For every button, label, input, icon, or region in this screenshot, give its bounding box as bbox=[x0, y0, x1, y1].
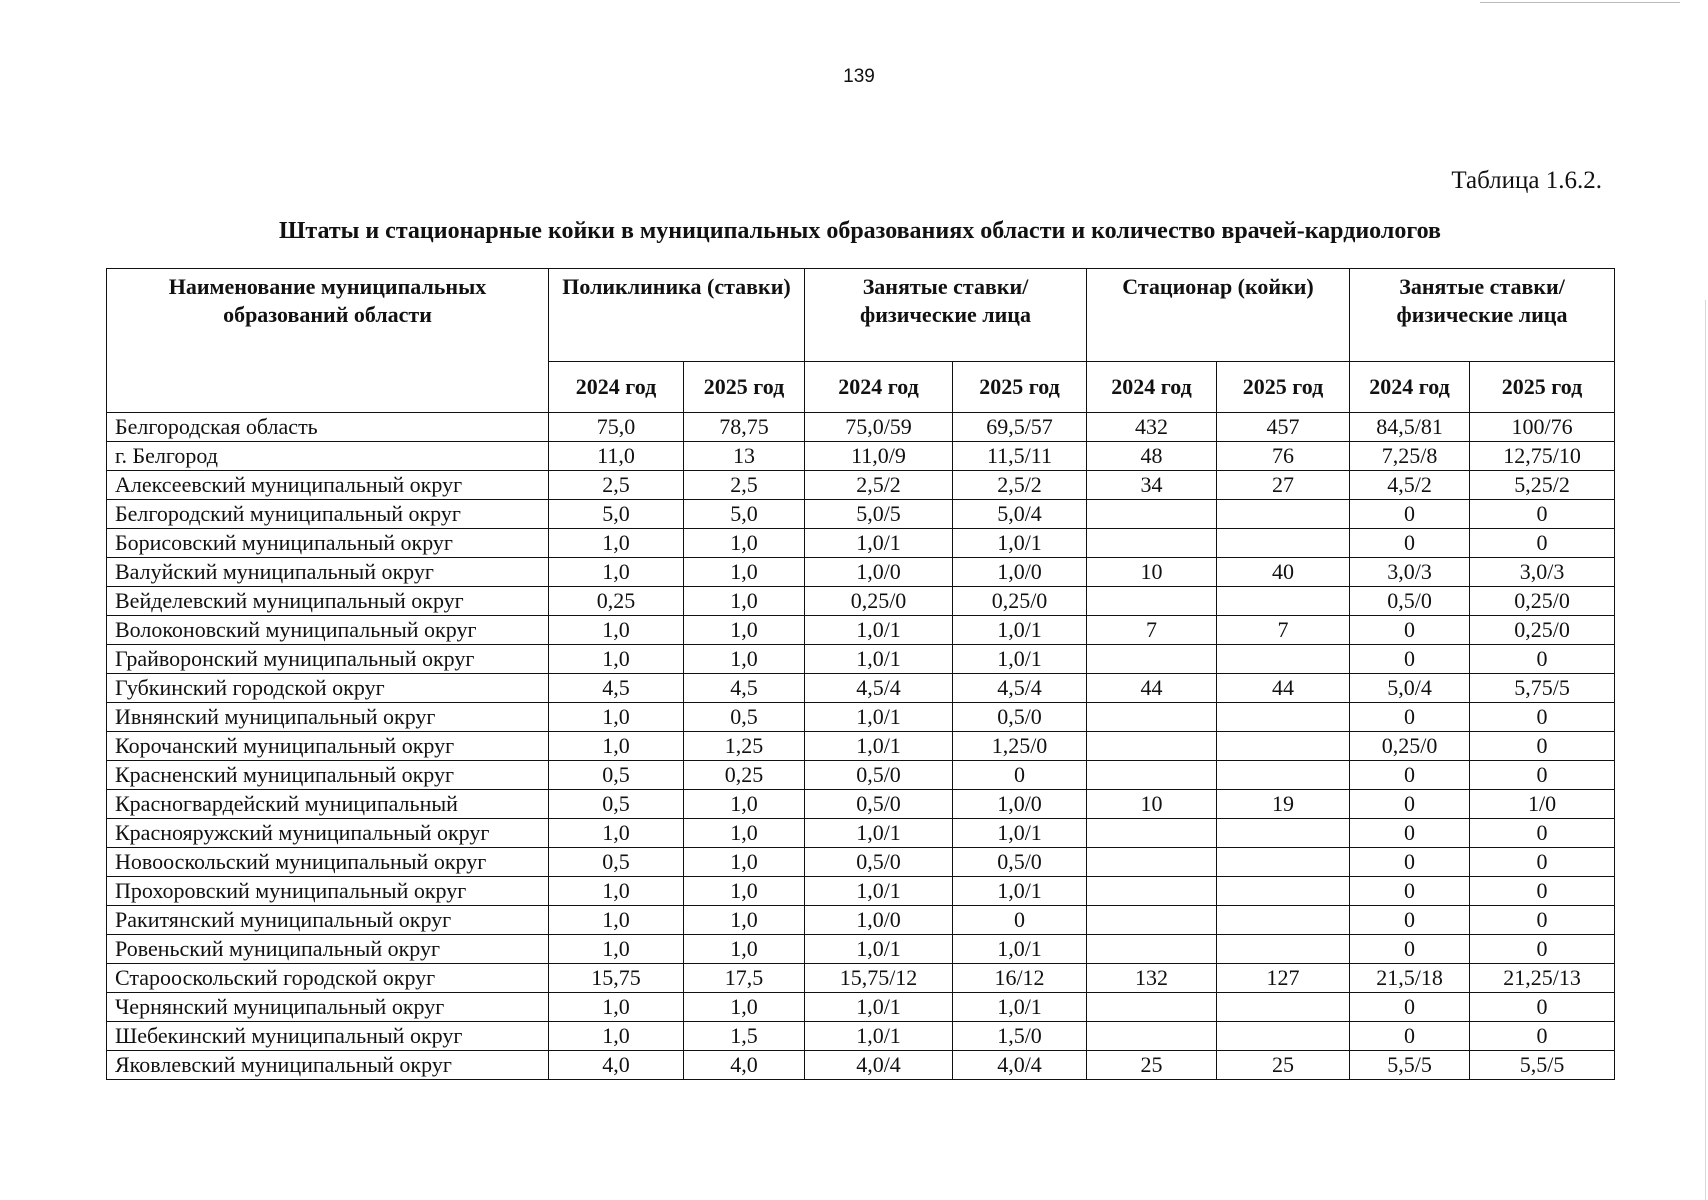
table-cell: 1,0/1 bbox=[805, 616, 953, 645]
table-cell: 0,25 bbox=[549, 587, 684, 616]
table-cell: 4,0/4 bbox=[805, 1051, 953, 1080]
municipality-name: Алексеевский муниципальный округ bbox=[107, 471, 549, 500]
table-cell: 1,0/1 bbox=[805, 645, 953, 674]
table-cell: 1,0 bbox=[684, 906, 805, 935]
table-cell: 15,75 bbox=[549, 964, 684, 993]
municipality-name: Вейделевский муниципальный округ bbox=[107, 587, 549, 616]
table-cell: 0,5/0 bbox=[953, 848, 1087, 877]
municipality-name: Ивнянский муниципальный округ bbox=[107, 703, 549, 732]
table-cell: 1,0 bbox=[684, 645, 805, 674]
header-year: 2025 год bbox=[953, 362, 1087, 413]
table-cell: 11,0 bbox=[549, 442, 684, 471]
table-cell bbox=[1217, 1022, 1350, 1051]
table-cell: 75,0/59 bbox=[805, 413, 953, 442]
municipality-name: Белгородский муниципальный округ bbox=[107, 500, 549, 529]
table-cell bbox=[1217, 761, 1350, 790]
table-row bbox=[107, 732, 1615, 761]
table-cell: 1,0 bbox=[684, 848, 805, 877]
table-cell: 1,0/1 bbox=[953, 935, 1087, 964]
table-cell: 27 bbox=[1217, 471, 1350, 500]
table-cell: 69,5/57 bbox=[953, 413, 1087, 442]
table-row bbox=[107, 703, 1615, 732]
table-cell bbox=[1217, 848, 1350, 877]
municipality-name: Корочанский муниципальный округ bbox=[107, 732, 549, 761]
table-cell bbox=[1217, 732, 1350, 761]
table-cell: 127 bbox=[1217, 964, 1350, 993]
table-cell: 0 bbox=[1350, 500, 1470, 529]
table-cell: 0,25/0 bbox=[1470, 616, 1615, 645]
table-row bbox=[107, 1051, 1615, 1080]
table-row bbox=[107, 877, 1615, 906]
table-cell: 5,0/5 bbox=[805, 500, 953, 529]
table-cell: 0 bbox=[1350, 993, 1470, 1022]
table-cell: 0 bbox=[1350, 848, 1470, 877]
table-cell: 1,0/1 bbox=[805, 993, 953, 1022]
table-cell bbox=[1087, 732, 1217, 761]
table-cell: 1,0 bbox=[684, 993, 805, 1022]
table-row bbox=[107, 848, 1615, 877]
municipality-name: Грайворонский муниципальный округ bbox=[107, 645, 549, 674]
municipality-name: Ровеньский муниципальный округ bbox=[107, 935, 549, 964]
table-cell bbox=[1087, 877, 1217, 906]
table-row bbox=[107, 500, 1615, 529]
table-cell: 0,5 bbox=[549, 761, 684, 790]
table-cell: 0,5/0 bbox=[805, 761, 953, 790]
table-cell: 0 bbox=[1470, 935, 1615, 964]
table-cell: 5,25/2 bbox=[1470, 471, 1615, 500]
header-year: 2024 год bbox=[1087, 362, 1217, 413]
table-cell: 0 bbox=[1470, 819, 1615, 848]
table-cell: 21,25/13 bbox=[1470, 964, 1615, 993]
table-cell bbox=[1087, 500, 1217, 529]
table-cell: 0 bbox=[1470, 761, 1615, 790]
table-cell: 10 bbox=[1087, 790, 1217, 819]
table-cell: 0 bbox=[1350, 616, 1470, 645]
table-cell bbox=[1217, 935, 1350, 964]
table-cell: 25 bbox=[1217, 1051, 1350, 1080]
table-cell: 432 bbox=[1087, 413, 1217, 442]
table-cell: 1,0/1 bbox=[953, 529, 1087, 558]
table-cell: 1,0 bbox=[684, 529, 805, 558]
table-cell: 1,0/1 bbox=[805, 819, 953, 848]
table-cell bbox=[1087, 935, 1217, 964]
table-cell: 1,0 bbox=[549, 877, 684, 906]
table-cell: 1,0 bbox=[549, 645, 684, 674]
table-cell: 0 bbox=[1470, 529, 1615, 558]
table-cell: 1,5 bbox=[684, 1022, 805, 1051]
table-cell: 457 bbox=[1217, 413, 1350, 442]
table-cell: 75,0 bbox=[549, 413, 684, 442]
table-cell: 5,0/4 bbox=[1350, 674, 1470, 703]
table-cell bbox=[1217, 877, 1350, 906]
header-name-column: Наименование муниципальных образований области bbox=[107, 269, 549, 413]
table-row bbox=[107, 645, 1615, 674]
table-cell: 1,0/0 bbox=[805, 906, 953, 935]
table-cell: 4,0 bbox=[549, 1051, 684, 1080]
table-cell: 1,0 bbox=[549, 993, 684, 1022]
header-year: 2025 год bbox=[1470, 362, 1615, 413]
table-cell: 0,5 bbox=[684, 703, 805, 732]
table-cell: 1,0 bbox=[684, 819, 805, 848]
table-cell: 16/12 bbox=[953, 964, 1087, 993]
table-cell: 1,0/0 bbox=[953, 790, 1087, 819]
header-year: 2025 год bbox=[684, 362, 805, 413]
table-cell: 1,0 bbox=[549, 935, 684, 964]
table-cell: 1,0/1 bbox=[805, 935, 953, 964]
header-year: 2024 год bbox=[549, 362, 684, 413]
header-group-occupied-hospital: Занятые ставки/ физические лица bbox=[1350, 269, 1615, 362]
header-group-polyclinic: Поликлиника (ставки) bbox=[549, 269, 805, 362]
table-cell: 44 bbox=[1217, 674, 1350, 703]
table-row bbox=[107, 935, 1615, 964]
municipality-name: Красненский муниципальный округ bbox=[107, 761, 549, 790]
table-row bbox=[107, 993, 1615, 1022]
table-row bbox=[107, 587, 1615, 616]
table-cell: 1,0 bbox=[684, 587, 805, 616]
table-cell: 4,5/2 bbox=[1350, 471, 1470, 500]
table-cell: 15,75/12 bbox=[805, 964, 953, 993]
table-cell: 5,5/5 bbox=[1350, 1051, 1470, 1080]
cardiology-staff-table bbox=[106, 268, 1615, 1080]
table-cell bbox=[1217, 645, 1350, 674]
table-cell bbox=[1217, 993, 1350, 1022]
table-cell: 1,0/1 bbox=[953, 993, 1087, 1022]
table-cell: 5,0/4 bbox=[953, 500, 1087, 529]
table-row bbox=[107, 413, 1615, 442]
header-year: 2024 год bbox=[805, 362, 953, 413]
table-cell: 0,25/0 bbox=[805, 587, 953, 616]
table-cell: 0 bbox=[1350, 645, 1470, 674]
table-cell: 0 bbox=[1470, 877, 1615, 906]
header-group-row bbox=[107, 269, 1615, 362]
table-cell: 40 bbox=[1217, 558, 1350, 587]
table-cell: 76 bbox=[1217, 442, 1350, 471]
municipality-name: Красногвардейский муниципальный bbox=[107, 790, 549, 819]
table-cell: 0 bbox=[1350, 877, 1470, 906]
table-cell: 0,5/0 bbox=[1350, 587, 1470, 616]
table-cell: 100/76 bbox=[1470, 413, 1615, 442]
header-group-hospital-beds: Стационар (койки) bbox=[1087, 269, 1350, 362]
table-cell: 0,25/0 bbox=[1470, 587, 1615, 616]
table-cell: 5,5/5 bbox=[1470, 1051, 1615, 1080]
table-cell: 0 bbox=[1470, 645, 1615, 674]
table-cell: 1,0/1 bbox=[953, 645, 1087, 674]
table-cell: 11,5/11 bbox=[953, 442, 1087, 471]
header-group-occupied-polyclinic: Занятые ставки/ физические лица bbox=[805, 269, 1087, 362]
table-cell bbox=[1087, 529, 1217, 558]
table-cell bbox=[1087, 761, 1217, 790]
table-cell bbox=[1087, 819, 1217, 848]
table-cell: 1,0 bbox=[549, 703, 684, 732]
table-cell: 0 bbox=[1470, 906, 1615, 935]
municipality-name: Краснояружский муниципальный округ bbox=[107, 819, 549, 848]
table-cell bbox=[1217, 819, 1350, 848]
table-cell: 1,0/1 bbox=[953, 616, 1087, 645]
table-row bbox=[107, 790, 1615, 819]
scan-top-rule bbox=[1480, 2, 1680, 3]
table-cell: 1,0/0 bbox=[953, 558, 1087, 587]
table-cell: 0,5/0 bbox=[805, 790, 953, 819]
table-row bbox=[107, 616, 1615, 645]
municipality-name: Валуйский муниципальный округ bbox=[107, 558, 549, 587]
table-row bbox=[107, 471, 1615, 500]
table-cell bbox=[1087, 906, 1217, 935]
table-cell: 12,75/10 bbox=[1470, 442, 1615, 471]
table-cell: 4,0 bbox=[684, 1051, 805, 1080]
table-label: Таблица 1.6.2. bbox=[1451, 167, 1602, 194]
table-cell bbox=[1087, 645, 1217, 674]
table-cell: 1,0/1 bbox=[805, 529, 953, 558]
municipality-name: Новооскольский муниципальный округ bbox=[107, 848, 549, 877]
table-cell: 4,0/4 bbox=[953, 1051, 1087, 1080]
table-row bbox=[107, 558, 1615, 587]
table-cell: 2,5 bbox=[549, 471, 684, 500]
table-cell: 1,25/0 bbox=[953, 732, 1087, 761]
table-cell: 10 bbox=[1087, 558, 1217, 587]
table-cell bbox=[1217, 587, 1350, 616]
table-row bbox=[107, 906, 1615, 935]
table-cell: 1,0 bbox=[684, 790, 805, 819]
table-cell: 1,0/1 bbox=[953, 819, 1087, 848]
table-cell: 0 bbox=[953, 761, 1087, 790]
table-cell bbox=[1217, 703, 1350, 732]
municipality-name: Шебекинский муниципальный округ bbox=[107, 1022, 549, 1051]
table-cell: 2,5/2 bbox=[953, 471, 1087, 500]
table-cell: 0,5/0 bbox=[953, 703, 1087, 732]
municipality-name: Старооскольский городской округ bbox=[107, 964, 549, 993]
table-cell: 34 bbox=[1087, 471, 1217, 500]
table-row bbox=[107, 674, 1615, 703]
table-cell: 132 bbox=[1087, 964, 1217, 993]
page-number: 139 bbox=[843, 66, 875, 87]
municipality-name: Прохоровский муниципальный округ bbox=[107, 877, 549, 906]
header-year: 2025 год bbox=[1217, 362, 1350, 413]
table-cell: 7,25/8 bbox=[1350, 442, 1470, 471]
table-row bbox=[107, 442, 1615, 471]
table-cell: 0 bbox=[1350, 819, 1470, 848]
table-cell: 1,0 bbox=[549, 732, 684, 761]
table-cell: 1,0/1 bbox=[805, 877, 953, 906]
table-cell: 48 bbox=[1087, 442, 1217, 471]
table-cell: 0,25/0 bbox=[953, 587, 1087, 616]
table-cell: 1,0 bbox=[684, 877, 805, 906]
table-cell: 1,0/1 bbox=[805, 703, 953, 732]
table-cell: 1,0 bbox=[684, 935, 805, 964]
table-cell: 5,0 bbox=[549, 500, 684, 529]
table-cell: 0 bbox=[1470, 732, 1615, 761]
table-cell: 0 bbox=[1350, 906, 1470, 935]
table-cell: 1,0 bbox=[684, 558, 805, 587]
municipality-name: Чернянский муниципальный округ bbox=[107, 993, 549, 1022]
table-cell: 0 bbox=[1350, 703, 1470, 732]
table-cell: 78,75 bbox=[684, 413, 805, 442]
table-cell: 4,5 bbox=[549, 674, 684, 703]
table-cell: 1,0/1 bbox=[805, 732, 953, 761]
table-cell: 0,25 bbox=[684, 761, 805, 790]
table-cell: 5,0 bbox=[684, 500, 805, 529]
table-cell: 1,25 bbox=[684, 732, 805, 761]
table-cell: 0,5/0 bbox=[805, 848, 953, 877]
table-cell: 21,5/18 bbox=[1350, 964, 1470, 993]
table-cell: 19 bbox=[1217, 790, 1350, 819]
table-row bbox=[107, 1022, 1615, 1051]
table-row bbox=[107, 529, 1615, 558]
table-cell: 0,25/0 bbox=[1350, 732, 1470, 761]
table-cell: 3,0/3 bbox=[1350, 558, 1470, 587]
table-cell bbox=[1087, 848, 1217, 877]
table-cell: 0 bbox=[1350, 529, 1470, 558]
table-cell: 1,0/0 bbox=[805, 558, 953, 587]
table-cell bbox=[1087, 1022, 1217, 1051]
table-cell: 13 bbox=[684, 442, 805, 471]
table-cell bbox=[1217, 906, 1350, 935]
table-cell: 11,0/9 bbox=[805, 442, 953, 471]
municipality-name: Ракитянский муниципальный округ bbox=[107, 906, 549, 935]
table-cell: 4,5/4 bbox=[953, 674, 1087, 703]
table-row bbox=[107, 761, 1615, 790]
table-cell: 0 bbox=[1470, 500, 1615, 529]
header-year: 2024 год bbox=[1350, 362, 1470, 413]
table-cell: 4,5 bbox=[684, 674, 805, 703]
table-cell bbox=[1087, 703, 1217, 732]
table-cell: 0 bbox=[1350, 935, 1470, 964]
table-cell: 17,5 bbox=[684, 964, 805, 993]
table-row bbox=[107, 964, 1615, 993]
table-cell: 1,0/1 bbox=[805, 1022, 953, 1051]
table-body bbox=[107, 413, 1615, 1080]
table-row bbox=[107, 819, 1615, 848]
table-cell: 0,5 bbox=[549, 848, 684, 877]
municipality-name: Борисовский муниципальный округ bbox=[107, 529, 549, 558]
table-cell: 44 bbox=[1087, 674, 1217, 703]
table-cell: 5,75/5 bbox=[1470, 674, 1615, 703]
table-cell: 1,0 bbox=[549, 906, 684, 935]
table-cell: 1,0/1 bbox=[953, 877, 1087, 906]
table-cell: 2,5 bbox=[684, 471, 805, 500]
municipality-name: Яковлевский муниципальный округ bbox=[107, 1051, 549, 1080]
table-cell bbox=[1217, 529, 1350, 558]
table-cell: 7 bbox=[1087, 616, 1217, 645]
table-cell: 4,5/4 bbox=[805, 674, 953, 703]
municipality-name: Волоконовский муниципальный округ bbox=[107, 616, 549, 645]
table-cell: 1,0 bbox=[549, 558, 684, 587]
table-cell: 3,0/3 bbox=[1470, 558, 1615, 587]
scan-edge-line bbox=[1705, 300, 1706, 1200]
municipality-name: г. Белгород bbox=[107, 442, 549, 471]
table-cell: 0 bbox=[953, 906, 1087, 935]
table-cell: 7 bbox=[1217, 616, 1350, 645]
table-cell: 1,5/0 bbox=[953, 1022, 1087, 1051]
municipality-name: Белгородская область bbox=[107, 413, 549, 442]
table-cell: 0 bbox=[1470, 848, 1615, 877]
table-cell: 25 bbox=[1087, 1051, 1217, 1080]
table-cell: 1,0 bbox=[549, 529, 684, 558]
table-cell: 1/0 bbox=[1470, 790, 1615, 819]
table-cell: 1,0 bbox=[684, 616, 805, 645]
table-cell: 0 bbox=[1350, 1022, 1470, 1051]
table-cell: 0 bbox=[1350, 761, 1470, 790]
table-cell: 0 bbox=[1470, 1022, 1615, 1051]
table-cell bbox=[1087, 587, 1217, 616]
table-cell: 0,5 bbox=[549, 790, 684, 819]
table-cell: 1,0 bbox=[549, 819, 684, 848]
table-cell: 0 bbox=[1350, 790, 1470, 819]
municipality-name: Губкинский городской округ bbox=[107, 674, 549, 703]
table-cell: 0 bbox=[1470, 703, 1615, 732]
table-cell: 2,5/2 bbox=[805, 471, 953, 500]
table-cell bbox=[1087, 993, 1217, 1022]
table-cell: 1,0 bbox=[549, 1022, 684, 1051]
table-title: Штаты и стационарные койки в муниципальных образованиях области и количество врачей-кардиологов bbox=[279, 218, 1441, 244]
table-cell: 84,5/81 bbox=[1350, 413, 1470, 442]
table-cell: 0 bbox=[1470, 993, 1615, 1022]
table-cell: 1,0 bbox=[549, 616, 684, 645]
table-cell bbox=[1217, 500, 1350, 529]
